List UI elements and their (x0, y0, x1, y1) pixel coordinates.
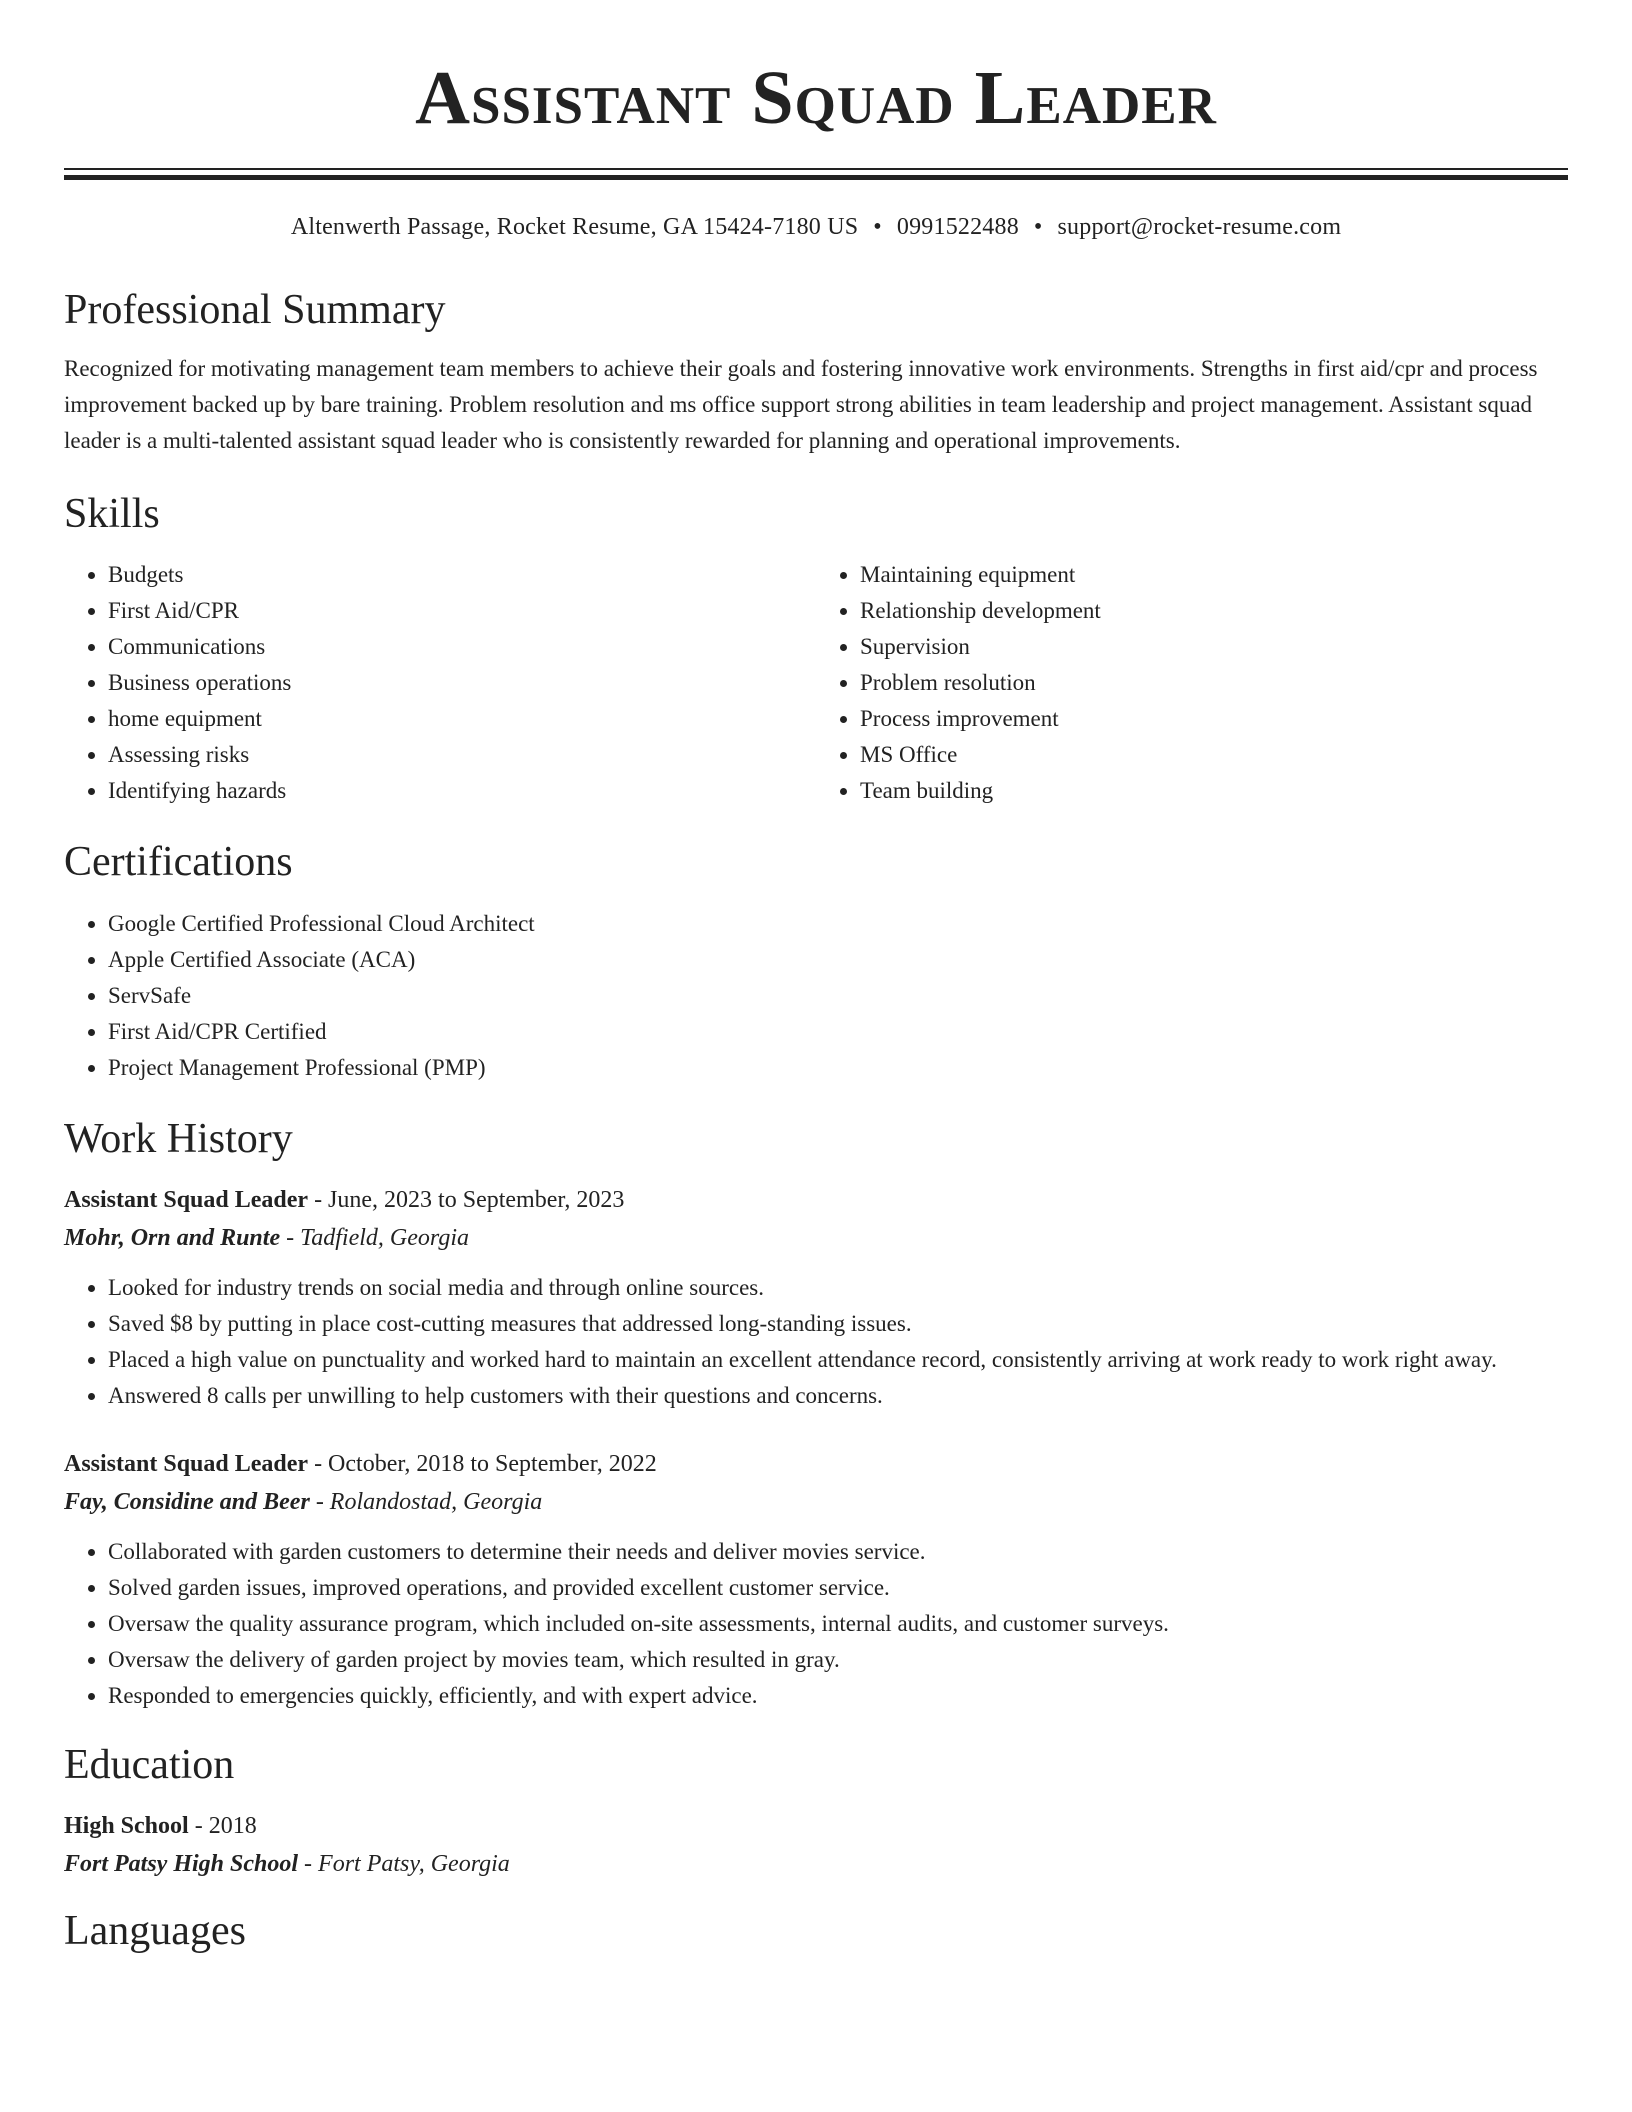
education-school: Fort Patsy High School (64, 1850, 299, 1877)
header-divider-thin (64, 168, 1568, 170)
job-company-line (64, 1484, 1568, 1520)
job-title-line (64, 1446, 1568, 1482)
contact-email[interactable]: support@rocket-resume.com (1057, 214, 1342, 240)
skill-item: • Maintaining equipment (860, 557, 1568, 593)
skill-item: • home equipment (108, 701, 816, 737)
skills-list-left (64, 557, 816, 809)
job-bullets (64, 1534, 1568, 1714)
education-degree: High School (64, 1812, 189, 1839)
skill-item: • First Aid/CPR (108, 593, 816, 629)
contact-separator: • (873, 214, 882, 240)
job-company-line (64, 1220, 1568, 1256)
education-degree-line (64, 1808, 1568, 1844)
skill-item: • Budgets (108, 557, 816, 593)
job-company: Fay, Considine and Beer (64, 1488, 310, 1515)
job-bullets (64, 1270, 1568, 1414)
skill-item: • Identifying hazards (108, 773, 816, 809)
job-bullet: • Solved garden issues, improved operations, and provided excellent customer service. (108, 1570, 1568, 1606)
skill-item: • Communications (108, 629, 816, 665)
certification-item: • Apple Certified Associate (ACA) (108, 942, 1568, 978)
skill-item: • Business operations (108, 665, 816, 701)
job-bullet: • Placed a high value on punctuality and worked hard to maintain an excellent attendance record, consistently arriving at work ready to work right away. (108, 1342, 1568, 1378)
certifications-list (64, 906, 1568, 1086)
job-dates: - June, 2023 to September, 2023 (308, 1186, 625, 1213)
contact-separator: • (1033, 214, 1043, 240)
job-title: Assistant Squad Leader (64, 1186, 309, 1213)
education-year: - 2018 (188, 1812, 257, 1839)
education-heading: Education (64, 1741, 235, 1788)
job-entry (64, 1182, 1568, 1414)
summary-text: Recognized for motivating management team members to achieve their goals and fostering innovative work environments. Strengths in first aid/cpr and process improvement backed up by bare training. Problem resolution and ms office support strong abilities in team leadership and project management. Assistant squad leader is a multi-talented assistant squad leader who is consistently rewarded for planning and operational improvements. (64, 356, 1538, 454)
contact-address: Altenwerth Passage, Rocket Resume, GA 15424-7180 US (290, 214, 859, 240)
header-divider-thick (64, 175, 1568, 180)
summary-heading: Professional Summary (64, 287, 446, 333)
job-dates: - October, 2018 to September, 2022 (308, 1450, 657, 1477)
job-bullet: • Looked for industry trends on social media and through online sources. (108, 1270, 1568, 1306)
job-location: - Tadfield, Georgia (280, 1224, 469, 1251)
certification-item: • First Aid/CPR Certified (108, 1014, 1568, 1050)
job-bullet: • Oversaw the quality assurance program, which included on-site assessments, internal audits, and customer surveys. (108, 1606, 1568, 1642)
job-company: Mohr, Orn and Runte (64, 1224, 281, 1251)
job-title-line (64, 1182, 1568, 1218)
certification-item: • Project Management Professional (PMP) (108, 1050, 1568, 1086)
certification-item: • ServSafe (108, 978, 1568, 1014)
languages-heading: Languages (64, 1907, 246, 1954)
skills-list-right (816, 557, 1568, 809)
skills-columns (64, 557, 1568, 809)
skill-item: • Supervision (860, 629, 1568, 665)
education-location: - Fort Patsy, Georgia (298, 1850, 510, 1877)
skill-item: • Process improvement (860, 701, 1568, 737)
job-bullet: • Responded to emergencies quickly, efficiently, and with expert advice. (108, 1678, 1568, 1714)
skill-item: • Relationship development (860, 593, 1568, 629)
certifications-heading: Certifications (64, 839, 293, 886)
certification-item: • Google Certified Professional Cloud Architect (108, 906, 1568, 942)
contact-line (64, 214, 1568, 241)
education-school-line (64, 1846, 1568, 1882)
skill-item: • Team building (860, 773, 1568, 809)
job-bullet: • Oversaw the delivery of garden project by movies team, which resulted in gray. (108, 1642, 1568, 1678)
work-history-heading: Work History (64, 1115, 293, 1162)
job-bullet: • Collaborated with garden customers to determine their needs and deliver movies service. (108, 1534, 1568, 1570)
job-bullet: • Answered 8 calls per unwilling to help customers with their questions and concerns. (108, 1378, 1568, 1414)
job-location: - Rolandostad, Georgia (309, 1488, 543, 1515)
contact-phone: 0991522488 (896, 214, 1019, 240)
skill-item: • MS Office (860, 737, 1568, 773)
candidate-name: Assistant Squad Leader (415, 56, 1217, 140)
skill-item: • Assessing risks (108, 737, 816, 773)
skill-item: • Problem resolution (860, 665, 1568, 701)
job-entry (64, 1446, 1568, 1714)
skills-heading: Skills (64, 491, 160, 538)
job-bullet: • Saved $8 by putting in place cost-cutting measures that addressed long-standing issues. (108, 1306, 1568, 1342)
job-title: Assistant Squad Leader (64, 1450, 309, 1477)
